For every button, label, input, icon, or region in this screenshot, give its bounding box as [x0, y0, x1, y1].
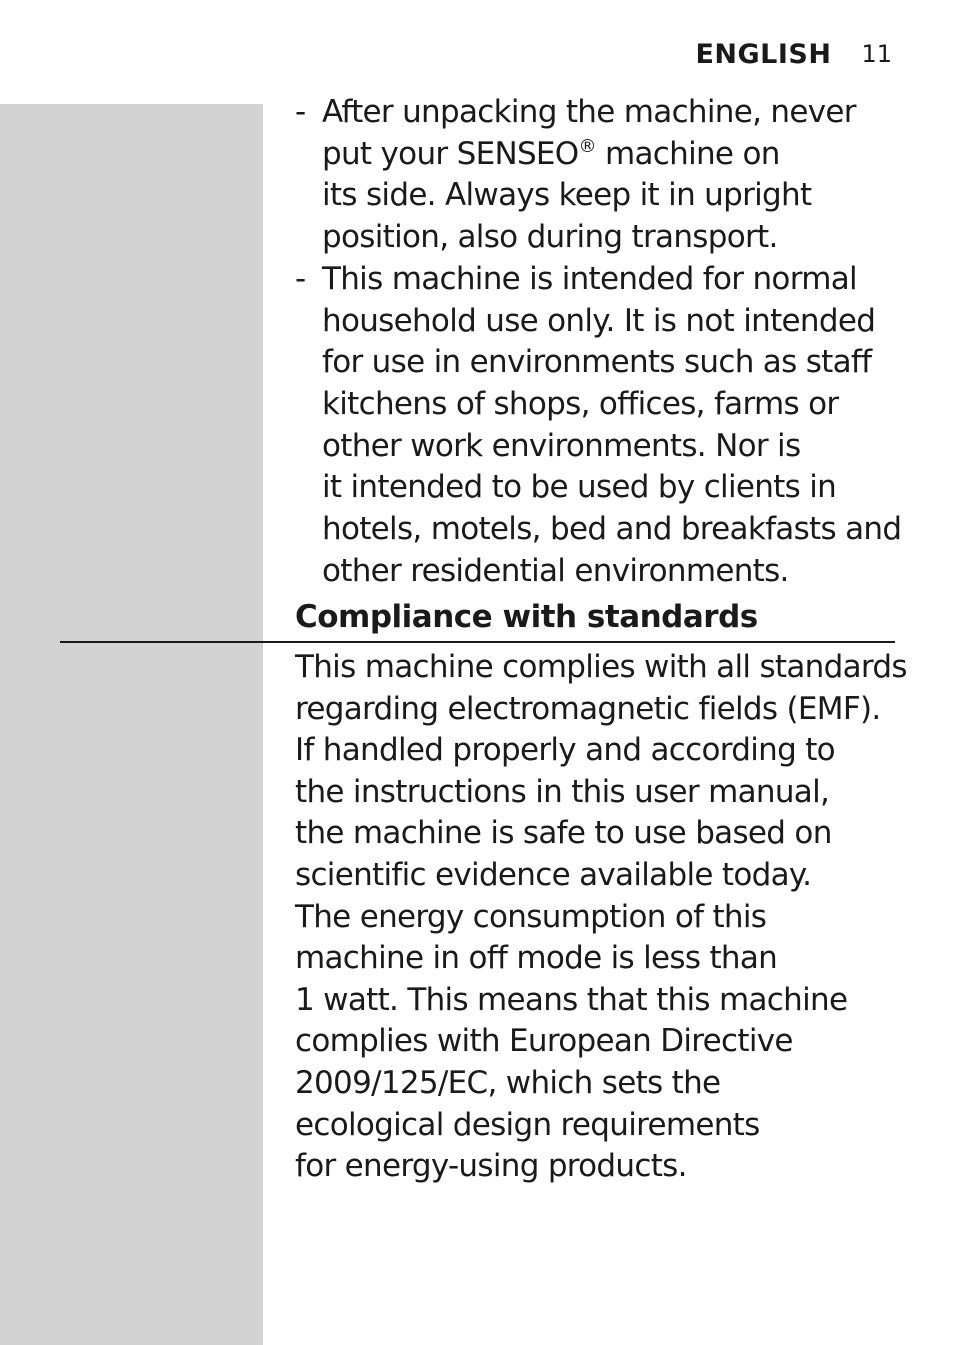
bullet-dash: - — [295, 94, 306, 130]
paragraph-line: machine in off mode is less than — [295, 940, 778, 977]
bullet-dash: - — [295, 260, 306, 297]
paragraph-line: The energy consumption of this — [295, 898, 767, 935]
paragraph-energy — [295, 897, 915, 1188]
margin-sidebar — [0, 104, 263, 1345]
bullet-line: This machine is intended for normal — [322, 260, 857, 297]
bullet-line — [322, 134, 915, 176]
paragraph-line: This machine complies with all standards — [295, 649, 907, 685]
paragraph-line: complies with European Directive — [295, 1023, 793, 1060]
heading-rule — [60, 641, 895, 643]
bullet-line-tail: machine on — [595, 135, 780, 172]
bullet-list — [295, 92, 915, 592]
paragraph-line: scientific evidence available today. — [295, 856, 812, 893]
page-number: 11 — [861, 40, 892, 68]
bullet-item — [295, 259, 915, 593]
paragraph-emf — [295, 647, 915, 897]
bullet-line-text: put your SENSEO — [322, 135, 579, 172]
section-heading: Compliance with standards — [295, 599, 758, 635]
bullet-line: it intended to be used by clients in — [322, 469, 837, 506]
bullet-line: for use in environments such as staff — [322, 344, 872, 381]
bullet-line: After unpacking the machine, never — [322, 94, 856, 130]
registered-mark: ® — [578, 135, 596, 157]
bullet-line: kitchens of shops, offices, farms or — [322, 385, 839, 422]
section-body — [295, 647, 915, 1188]
paragraph-line: regarding electromagnetic fields (EMF). — [295, 690, 881, 727]
bullet-line: position, also during transport. — [322, 219, 778, 256]
bullet-line: other residential environments. — [322, 552, 789, 589]
bullet-line: hotels, motels, bed and breakfasts and — [322, 511, 902, 548]
paragraph-line: 2009/125/EC, which sets the — [295, 1064, 721, 1101]
paragraph-line: the machine is safe to use based on — [295, 815, 832, 852]
paragraph-line: for energy-using products. — [295, 1148, 687, 1185]
paragraph-line: 1 watt. This means that this machine — [295, 981, 848, 1018]
bullet-line: its side. Always keep it in upright — [322, 177, 812, 214]
bullet-line: other work environments. Nor is — [322, 427, 801, 464]
bullet-line: household use only. It is not intended — [322, 302, 876, 339]
language-label: ENGLISH — [695, 38, 832, 70]
page-header — [695, 34, 892, 74]
paragraph-line: ecological design requirements — [295, 1106, 760, 1143]
paragraph-line: If handled properly and according to — [295, 732, 835, 769]
bullet-item — [295, 92, 915, 259]
paragraph-line: the instructions in this user manual, — [295, 773, 830, 810]
